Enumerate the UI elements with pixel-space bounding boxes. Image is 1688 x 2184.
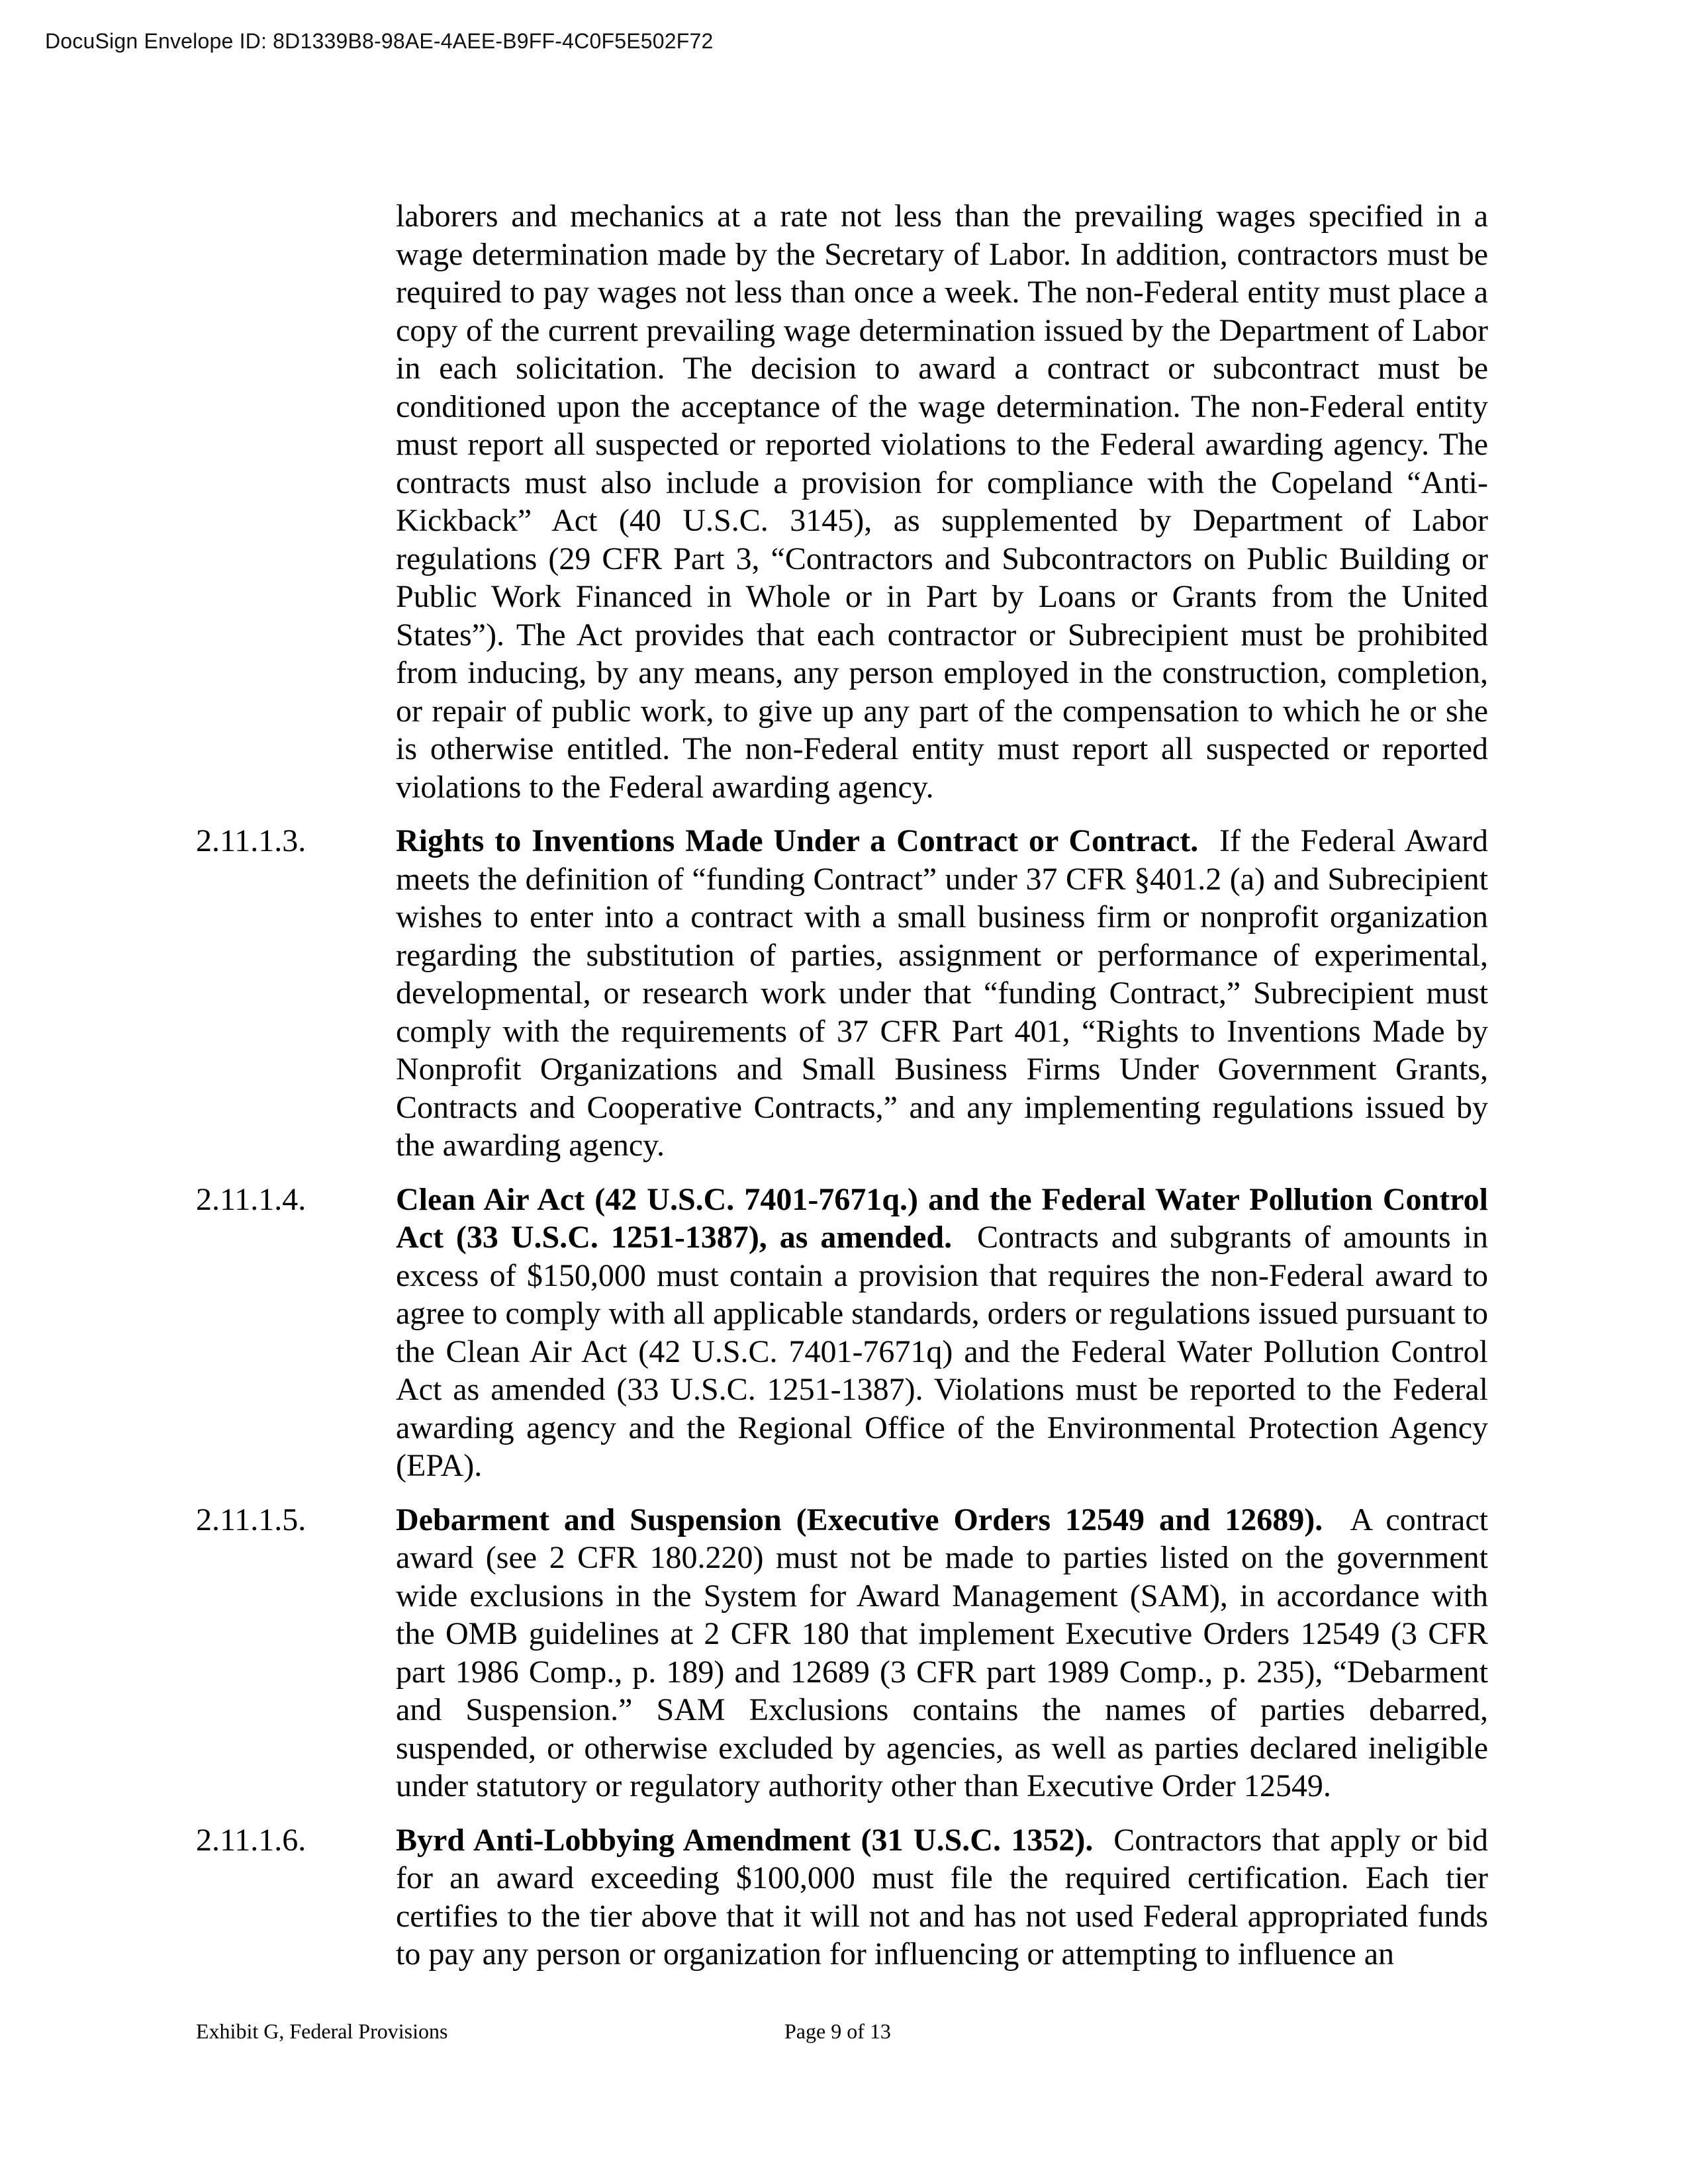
section-number: 2.11.1.5.	[196, 1502, 306, 1537]
section-2-11-1-5	[0, 1501, 1688, 1805]
continuation-paragraph: laborers and mechanics at a rate not less than the prevailing wages specified in a wage determination made by the Secretary of Labor. In addition, contractors must be required to pay wages not less than once a week. The non-Federal entity must place a copy of the current prevailing wage determination issued by the Department of Labor in each solicitation. The decision to award a contract or subcontract must be conditioned upon the acceptance of the wage determination. The non-Federal entity must report all suspected or reported violations to the Federal awarding agency. The contracts must also include a provision for compliance with the Copeland “Anti-Kickback” Act (40 U.S.C. 3145), as supplemented by Department of Labor regulations (29 CFR Part 3, “Contractors and Subcontractors on Public Building or Public Work Financed in Whole or in Part by Loans or Grants from the United States”). The Act provides that each contractor or Subrecipient must be prohibited from inducing, by any means, any person employed in the construction, completion, or repair of public work, to give up any part of the compensation to which he or she is otherwise entitled. The non-Federal entity must report all suspected or reported violations to the Federal awarding agency.	[396, 199, 1488, 805]
footer-page-number: Page 9 of 13	[784, 2019, 891, 2043]
section-body: Contractors that apply or bid for an award exceeding $100,000 must file the required certification. Each tier certifies to the tier above that it will not and has not used Federal appropriated funds to pay any person or organization for influencing or attempting to influence an	[396, 1822, 1488, 1972]
section-number: 2.11.1.4.	[196, 1181, 306, 1217]
section-2-11-1-4	[0, 1181, 1688, 1485]
document-body	[0, 197, 1688, 1974]
section-paragraph	[396, 822, 1488, 1165]
section-body: If the Federal Award meets the definition of “funding Contract” under 37 CFR §401.2 (a) and Subrecipient wishes to enter into a contract with a small business firm or nonprofit organization regarding the substitution of parties, assignment or performance of experimental, developmental, or research work under that “funding Contract,” Subrecipient must comply with the requirements of 37 CFR Part 401, “Rights to Inventions Made by Nonprofit Organizations and Small Business Firms Under Government Grants, Contracts and Cooperative Contracts,” and any implementing regulations issued by the awarding agency.	[396, 823, 1489, 1163]
section-number: 2.11.1.6.	[196, 1822, 306, 1858]
section-number: 2.11.1.3.	[196, 823, 306, 858]
section-paragraph	[396, 1821, 1488, 1974]
section-title: Debarment and Suspension (Executive Orders 12549 and 12689).	[396, 1502, 1323, 1537]
section-body: A contract award (see 2 CFR 180.220) must not be made to parties listed on the government wide exclusions in the System for Award Management (SAM), in accordance with the OMB guidelines at 2 CFR 180 that implement Executive Orders 12549 (3 CFR part 1986 Comp., p. 189) and 12689 (3 CFR part 1989 Comp., p. 235), “Debarment and Suspension.” SAM Exclusions contains the names of parties debarred, suspended, or otherwise excluded by agencies, as well as parties declared ineligible under statutory or regulatory authority other than Executive Order 12549.	[396, 1502, 1489, 1803]
section-title: Byrd Anti-Lobbying Amendment (31 U.S.C. 1352).	[396, 1822, 1094, 1858]
section-title: Rights to Inventions Made Under a Contract or Contract.	[396, 823, 1199, 858]
envelope-id: DocuSign Envelope ID: 8D1339B8-98AE-4AEE-B9FF-4C0F5E502F72	[45, 29, 714, 53]
section-paragraph	[396, 1501, 1488, 1805]
footer-exhibit-label: Exhibit G, Federal Provisions	[196, 2019, 448, 2043]
section-title: Clean Air Act (42 U.S.C. 7401-7671q.) and the Federal Water Pollution Control Act (33 U.S.C. 1251-1387), as amended.	[396, 1181, 1488, 1255]
section-paragraph	[396, 1181, 1488, 1485]
section-2-11-1-3	[0, 822, 1688, 1165]
section-2-11-1-6	[0, 1821, 1688, 1974]
section-body: Contracts and subgrants of amounts in excess of $150,000 must contain a provision that requires the non-Federal award to agree to comply with all applicable standards, orders or regulations issued pursuant to the Clean Air Act (42 U.S.C. 7401-7671q) and the Federal Water Pollution Control Act as amended (33 U.S.C. 1251-1387). Violations must be reported to the Federal awarding agency and the Regional Office of the Environmental Protection Agency (EPA).	[396, 1220, 1489, 1483]
